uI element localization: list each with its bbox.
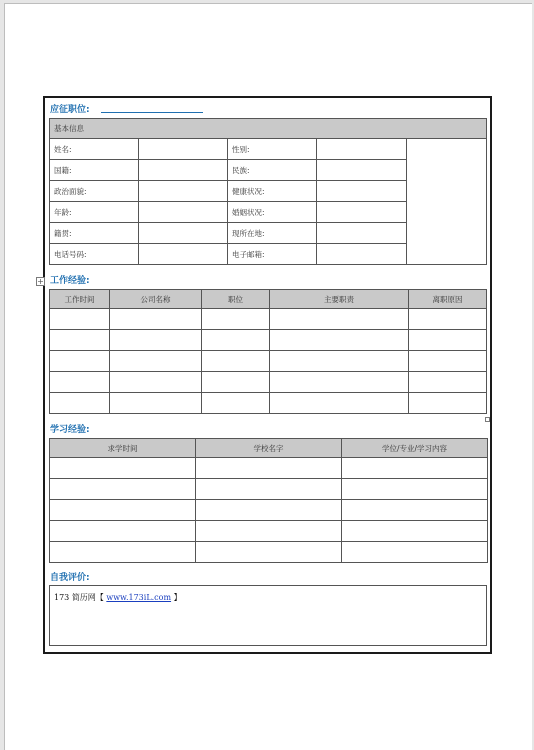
email-value[interactable]: [317, 244, 407, 265]
study-header-time: 求学时间: [50, 439, 196, 458]
table-row: [50, 500, 488, 521]
ethnicity-value[interactable]: [317, 160, 407, 181]
table-cell[interactable]: [196, 500, 342, 521]
marital-value[interactable]: [317, 202, 407, 223]
table-cell[interactable]: [409, 330, 487, 351]
work-heading: 工作经验:: [50, 276, 90, 286]
political-label: 政治面貌:: [50, 181, 139, 202]
basic-info-band: 基本信息: [50, 119, 487, 139]
work-table: [49, 289, 487, 414]
table-cell[interactable]: [202, 393, 270, 414]
table-cell[interactable]: [110, 393, 202, 414]
work-header-duties: 主要职责: [270, 290, 409, 309]
evaluation-heading: 自我评价:: [50, 573, 90, 583]
table-cell[interactable]: [342, 458, 488, 479]
study-table: [49, 438, 488, 563]
table-cell[interactable]: [342, 479, 488, 500]
table-cell[interactable]: [50, 330, 110, 351]
nationality-value[interactable]: [139, 160, 228, 181]
table-cell[interactable]: [409, 372, 487, 393]
table-cell[interactable]: [342, 521, 488, 542]
table-row: [50, 351, 487, 372]
table-cell[interactable]: [196, 479, 342, 500]
study-heading: 学习经验:: [50, 425, 90, 435]
table-resize-handle[interactable]: [485, 417, 490, 422]
table-cell[interactable]: [196, 458, 342, 479]
work-header-reason: 离职原因: [409, 290, 487, 309]
photo-cell[interactable]: [407, 139, 487, 265]
table-cell[interactable]: [196, 521, 342, 542]
work-header-position: 职位: [202, 290, 270, 309]
table-cell[interactable]: [110, 351, 202, 372]
table-move-handle-icon[interactable]: +: [37, 277, 44, 286]
table-cell[interactable]: [50, 458, 196, 479]
email-label: 电子邮箱:: [228, 244, 317, 265]
phone-label: 电话号码:: [50, 244, 139, 265]
position-input-line[interactable]: [101, 112, 203, 113]
table-row: [50, 479, 488, 500]
health-label: 健康状况:: [228, 181, 317, 202]
native-place-label: 籍贯:: [50, 223, 139, 244]
table-cell[interactable]: [196, 542, 342, 563]
table-cell[interactable]: [270, 309, 409, 330]
table-cell[interactable]: [50, 393, 110, 414]
location-label: 现所在地:: [228, 223, 317, 244]
position-label: 应征职位:: [50, 105, 90, 115]
age-label: 年龄:: [50, 202, 139, 223]
table-cell[interactable]: [270, 351, 409, 372]
website-link[interactable]: www.173iL.com: [106, 593, 172, 602]
table-row: [50, 458, 488, 479]
table-cell[interactable]: [50, 309, 110, 330]
table-cell[interactable]: [110, 309, 202, 330]
table-cell[interactable]: [270, 393, 409, 414]
table-cell[interactable]: [409, 393, 487, 414]
table-cell[interactable]: [342, 542, 488, 563]
evaluation-suffix: 】: [173, 593, 182, 602]
nationality-label: 国籍:: [50, 160, 139, 181]
table-cell[interactable]: [50, 351, 110, 372]
table-cell[interactable]: [50, 521, 196, 542]
table-row: [50, 393, 487, 414]
gender-label: 性别:: [228, 139, 317, 160]
age-value[interactable]: [139, 202, 228, 223]
table-row: [50, 330, 487, 351]
table-cell[interactable]: [110, 372, 202, 393]
health-value[interactable]: [317, 181, 407, 202]
ethnicity-label: 民族:: [228, 160, 317, 181]
native-place-value[interactable]: [139, 223, 228, 244]
table-cell[interactable]: [50, 372, 110, 393]
table-cell[interactable]: [270, 372, 409, 393]
work-header-time: 工作时间: [50, 290, 110, 309]
name-label: 姓名:: [50, 139, 139, 160]
table-cell[interactable]: [50, 479, 196, 500]
table-cell[interactable]: [409, 309, 487, 330]
table-row: [50, 372, 487, 393]
table-cell[interactable]: [50, 542, 196, 563]
location-value[interactable]: [317, 223, 407, 244]
table-cell[interactable]: [270, 330, 409, 351]
study-header-school: 学校名字: [196, 439, 342, 458]
table-cell[interactable]: [202, 351, 270, 372]
table-cell[interactable]: [202, 330, 270, 351]
evaluation-box[interactable]: [49, 585, 487, 646]
marital-label: 婚姻状况:: [228, 202, 317, 223]
table-cell[interactable]: [342, 500, 488, 521]
political-value[interactable]: [139, 181, 228, 202]
work-header-company: 公司名称: [110, 290, 202, 309]
table-row: [50, 521, 488, 542]
table-cell[interactable]: [409, 351, 487, 372]
evaluation-prefix: 173 简历网【: [54, 593, 104, 602]
table-cell[interactable]: [50, 500, 196, 521]
table-row: [50, 542, 488, 563]
table-cell[interactable]: [202, 372, 270, 393]
table-cell[interactable]: [110, 330, 202, 351]
phone-value[interactable]: [139, 244, 228, 265]
table-cell[interactable]: [202, 309, 270, 330]
basic-info-table: [49, 118, 487, 265]
study-header-degree: 学位/专业/学习内容: [342, 439, 488, 458]
gender-value[interactable]: [317, 139, 407, 160]
name-value[interactable]: [139, 139, 228, 160]
table-row: [50, 309, 487, 330]
